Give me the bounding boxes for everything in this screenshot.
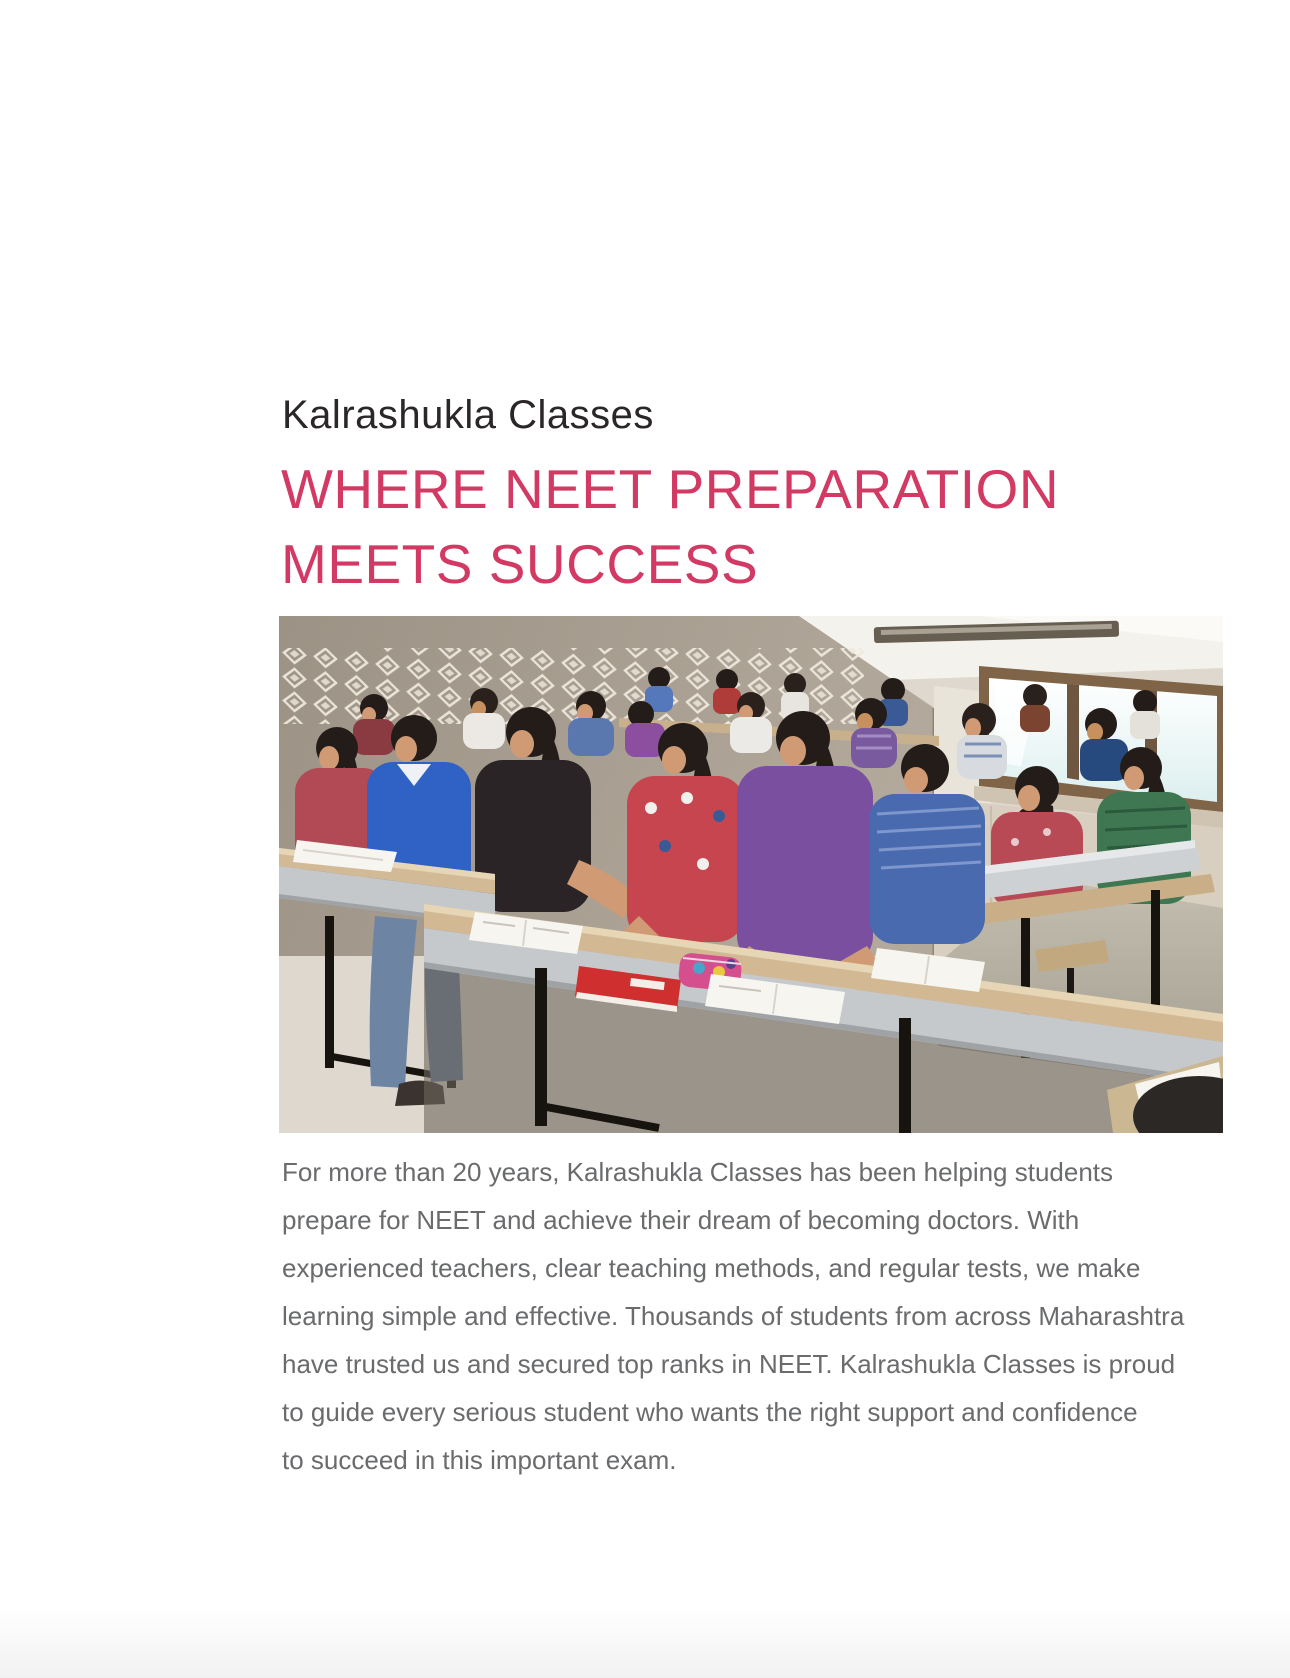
paragraph-line: learning simple and effective. Thousands of students from across Maharashtra: [282, 1301, 1185, 1331]
student: [1130, 690, 1160, 739]
page-bottom-shadow: [0, 1608, 1290, 1678]
student: [713, 669, 741, 714]
paragraph-line: For more than 20 years, Kalrashukla Classes has been helping students: [282, 1157, 1114, 1187]
hero-image: [279, 616, 1223, 1133]
page-title-line1: WHERE NEET PREPARATION: [281, 458, 1060, 520]
page-title: [281, 452, 1059, 602]
eyebrow-title: Kalrashukla Classes: [282, 393, 654, 437]
intro-paragraph: [282, 1148, 1242, 1484]
paragraph-line: to guide every serious student who wants the right support and confidence: [282, 1397, 1138, 1427]
paragraph-line: to succeed in this important exam.: [282, 1445, 677, 1475]
classroom-photo: [279, 616, 1223, 1133]
paragraph-line: have trusted us and secured top ranks in NEET. Kalrashukla Classes is proud: [282, 1349, 1176, 1379]
paragraph-line: experienced teachers, clear teaching methods, and regular tests, we make: [282, 1253, 1141, 1283]
page-title-line2: MEETS SUCCESS: [281, 533, 759, 595]
paragraph-line: prepare for NEET and achieve their dream of becoming doctors. With: [282, 1205, 1080, 1235]
student: [1020, 684, 1050, 732]
